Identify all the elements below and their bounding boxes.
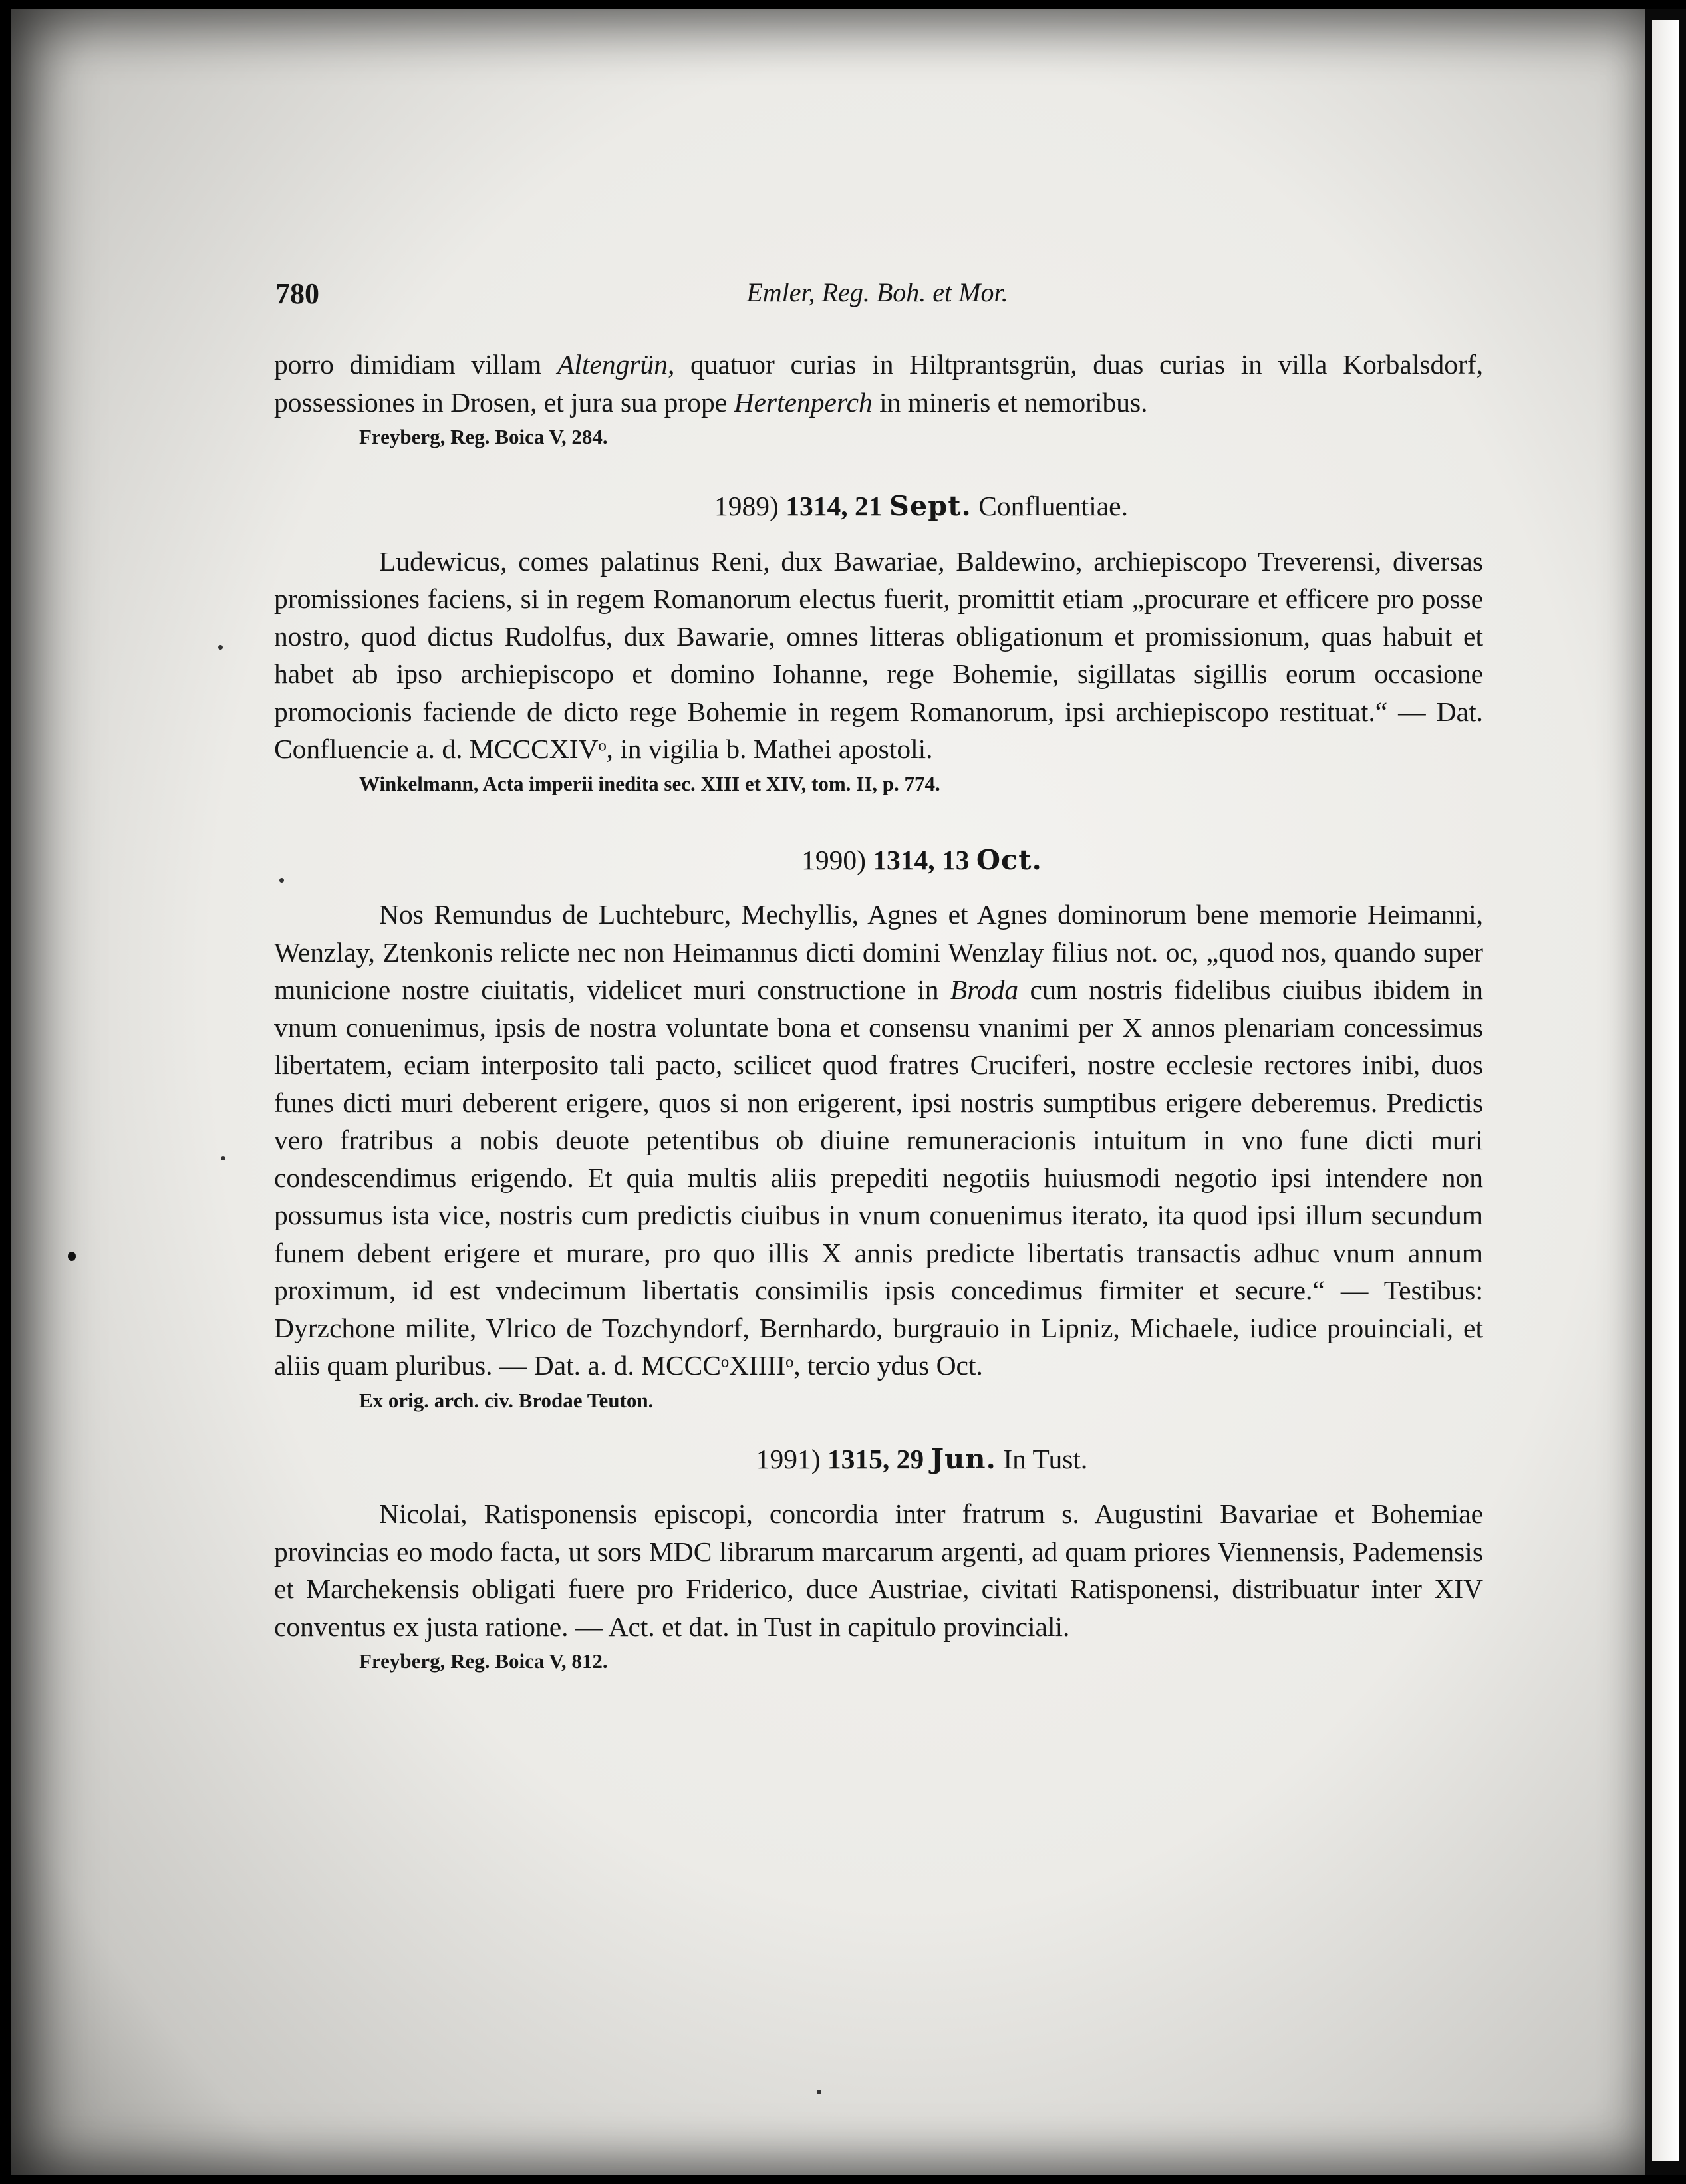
entry-text-1989: Ludewicus, comes palatinus Reni, dux Bawariae, Baldewino, archiepiscopo Treverensi, diversas promissiones faciens, si in regem Romanorum electus fuerit, promittit etiam „procurare et efficere pro posse nostro, quod dictus Rudolfus, dux Bawarie, omnes litteras obligationum et promissionum, quas habuit et habet ab ipso archiepiscopo et domino Iohanne, rege Bohemie, sigillatas sigillis eorum occasione promocionis faciende de dicto rege Bohemie in regem Romanorum, ipsi archiepiscopo restituat.“ — Dat. Confluencie a. d. MCCCXIVᵒ, in vigilia b. Mathei apostoli. — [274, 545, 1483, 764]
entry-date: 1314, 21 — [785, 491, 883, 521]
text-run: Nos Remundus de Luchteburc, Mechyllis, Agnes et Agnes dominorum bene memorie Heimanni, Wenzlay, Ztenkonis relicte nec non Heimannus dicti domini Wenzlay filius not. oc, „quod nos, quando super municione nostre ciuitatis, videlicet muri constructione in — [274, 899, 1483, 1005]
page-body — [274, 346, 1483, 1676]
page-header — [275, 277, 1479, 317]
entry-date: 1314, 13 — [873, 844, 970, 875]
speck-mark — [817, 2090, 821, 2094]
adjacent-page-edge — [1652, 20, 1679, 2161]
place-name-italic: Broda — [950, 974, 1019, 1005]
entry-text-1990 — [274, 896, 1483, 1385]
entry-number: 1990) — [801, 844, 866, 875]
entry-month: Oct. — [976, 843, 1042, 876]
entry-place: Confluentiae. — [978, 491, 1128, 521]
source-citation: Freyberg, Reg. Boica V, 284. — [359, 425, 608, 448]
page-number: 780 — [275, 277, 319, 310]
running-title: Emler, Reg. Boh. et Mor. — [746, 277, 1008, 307]
text-run: in mineris et nemoribus. — [872, 386, 1148, 418]
entry-date: 1315, 29 — [827, 1443, 924, 1474]
entry-month: Jun. — [930, 1442, 996, 1475]
place-name-italic: Hertenperch — [734, 386, 873, 418]
text-run: , quatuor curias in Hiltprantsgrün, duas curias in villa Korbalsdorf, possessiones in Drosen, et jura sua prope — [274, 349, 1484, 418]
speck-mark — [68, 1252, 76, 1261]
entry-heading-1990 — [274, 841, 1483, 879]
entry-place: In Tust. — [1003, 1443, 1088, 1474]
entry-heading-1991 — [274, 1440, 1483, 1478]
speck-mark — [221, 1156, 225, 1160]
place-name-italic: Altengrün — [557, 349, 668, 380]
entry-heading-1989 — [274, 487, 1483, 525]
source-citation: Winkelmann, Acta imperii inedita sec. XIII et XIV, tom. II, p. 774. — [359, 771, 940, 795]
text-run: porro dimidiam villam — [274, 349, 557, 380]
source-citation: Freyberg, Reg. Boica V, 812. — [359, 1649, 608, 1673]
text-run: cum nostris fidelibus ciuibus ibidem in vnum conuenimus, ipsis de nostra voluntate bona et consensu vnanimi per X annos plenariam concessimus libertatem, eciam interposito tali pacto, scilicet quod fratres Cruciferi, nostre ecclesie rectores inibi, duos funes dicti muri deberent erigere, quos si non erigerent, ipsi nostris sumptibus erigere deberemus. Predictis vero fratribus a nobis deuote petentibus ob diuine remuneracionis intuitum in vno fune dicti muri condescendimus erigendo. Et quia multis aliis prepediti negotiis huiusmodi negotio ipsi intendere non possumus ista vice, nostris cum predictis ciuibus in vnum conuenimus iterato, ita quod ipsi illum secundum funem debent erigere et murare, pro quo illis X annis predicte libertatis transactis adhuc vnum annum proximum, id est vndecimum libertatis consimilis ipsis concedimus firmiter et secure.“ — Testibus: Dyrzchone milite, Vlrico de Tozchyndorf, Bernhardo, burgrauio in Lipniz, Michaele, iudice prouinciali, et aliis quam pluribus. — Dat. a. d. MCCCᵒXIIIIᵒ, tercio ydus Oct. — [274, 974, 1483, 1381]
entry-number: 1989) — [714, 491, 779, 521]
entry-text-1991: Nicolai, Ratisponensis episcopi, concordia inter fratrum s. Augustini Bavariae et Bohemiae provincias eo modo facta, ut sors MDC librarum marcarum argenti, ad quam priores Viennensis, Pademensis et Marchekensis obligati fuere pro Friderico, duce Austriae, civitati Ratisponensi, distribuatur inter XIV conventus ex justa ratione. — Act. et dat. in Tust in capitulo provinciali. — [274, 1498, 1483, 1642]
entry-number: 1991) — [756, 1443, 821, 1474]
continuation-paragraph — [274, 346, 1483, 421]
source-citation: Ex orig. arch. civ. Brodae Teuton. — [359, 1388, 654, 1412]
speck-mark — [218, 645, 223, 650]
entry-month: Sept. — [889, 489, 972, 522]
